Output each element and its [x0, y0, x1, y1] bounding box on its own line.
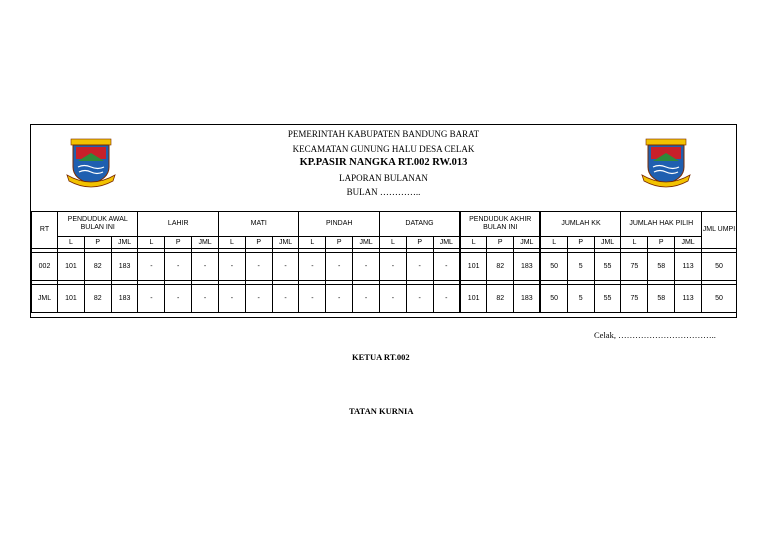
col-pindah: PINDAH [299, 212, 380, 237]
value-cell: - [353, 285, 380, 313]
value-cell: 113 [675, 285, 702, 313]
value-cell: - [218, 253, 245, 281]
subheader-cell: P [406, 237, 433, 249]
value-cell: - [299, 285, 326, 313]
value-cell: - [165, 285, 192, 313]
value-cell: - [433, 285, 460, 313]
value-cell: 183 [514, 285, 541, 313]
value-cell: 5 [567, 253, 594, 281]
col-jml-umpi: JML UMPI [701, 212, 736, 249]
col-rt: RT [32, 212, 58, 249]
subheader-cell: L [460, 237, 487, 249]
value-cell: - [192, 285, 219, 313]
row-label-cell: JML [32, 285, 58, 313]
regency-emblem-right [639, 137, 693, 189]
value-cell: - [326, 253, 353, 281]
value-cell: - [379, 285, 406, 313]
value-cell: - [165, 253, 192, 281]
col-hak-pilih: JUMLAH HAK PILIH [621, 212, 702, 237]
col-lahir: LAHIR [138, 212, 219, 237]
header-report-title: LAPORAN BULANAN [339, 173, 428, 183]
value-cell: 101 [460, 253, 487, 281]
subheader-cell: P [84, 237, 111, 249]
subheader-cell: P [326, 237, 353, 249]
subheader-cell: P [245, 237, 272, 249]
value-cell: 101 [460, 285, 487, 313]
col-datang: DATANG [379, 212, 460, 237]
value-cell: 55 [594, 285, 621, 313]
signatory-name: TATAN KURNIA [349, 406, 414, 416]
value-cell: 101 [58, 253, 85, 281]
row-label-cell: 002 [32, 253, 58, 281]
value-cell: - [138, 285, 165, 313]
value-cell: 183 [514, 253, 541, 281]
subheader-cell: JML [514, 237, 541, 249]
subheader-cell: L [218, 237, 245, 249]
value-cell: 50 [540, 285, 567, 313]
value-cell: 113 [675, 253, 702, 281]
value-cell: 75 [621, 253, 648, 281]
subheader-cell: P [567, 237, 594, 249]
value-cell: - [406, 253, 433, 281]
table-row [32, 253, 737, 281]
subheader-cell: JML [433, 237, 460, 249]
value-cell: - [433, 253, 460, 281]
signatory-role: KETUA RT.002 [352, 352, 410, 362]
subheader-cell: JML [272, 237, 299, 249]
col-mati: MATI [218, 212, 298, 237]
subheader-cell: P [165, 237, 192, 249]
col-jumlah-kk: JUMLAH KK [540, 212, 621, 237]
table-body [32, 249, 737, 313]
value-cell: - [245, 253, 272, 281]
subheader-cell: L [540, 237, 567, 249]
value-cell: - [138, 253, 165, 281]
subheader-cell: L [379, 237, 406, 249]
value-cell: - [406, 285, 433, 313]
value-cell: - [379, 253, 406, 281]
value-cell: 82 [487, 285, 514, 313]
subheader-cell: P [648, 237, 675, 249]
value-cell: - [192, 253, 219, 281]
subheader-cell: JML [675, 237, 702, 249]
value-cell: - [353, 253, 380, 281]
value-cell: 50 [701, 253, 736, 281]
place-date-line: Celak, …………………………….. [594, 330, 716, 340]
header-location: KP.PASIR NANGKA RT.002 RW.013 [299, 157, 468, 168]
table-row [32, 285, 737, 313]
subheader-cell: JML [192, 237, 219, 249]
value-cell: 50 [701, 285, 736, 313]
subheader-cell: JML [111, 237, 138, 249]
value-cell: 101 [58, 285, 85, 313]
value-cell: - [299, 253, 326, 281]
value-cell: 82 [84, 253, 111, 281]
value-cell: 82 [84, 285, 111, 313]
col-penduduk-awal: PENDUDUK AWAL BULAN INI [58, 212, 138, 237]
value-cell: 75 [621, 285, 648, 313]
value-cell: - [326, 285, 353, 313]
header-month: BULAN ………….. [346, 187, 421, 197]
subheader-cell: P [487, 237, 514, 249]
value-cell: - [245, 285, 272, 313]
value-cell: - [272, 285, 299, 313]
value-cell: 5 [567, 285, 594, 313]
header-government: PEMERINTAH KABUPATEN BANDUNG BARAT [287, 129, 480, 139]
subheader-cell: L [299, 237, 326, 249]
sub-header-row [32, 237, 737, 249]
header-district: KECAMATAN GUNUNG HALU DESA CELAK [292, 144, 475, 154]
report-frame [30, 124, 737, 318]
value-cell: 55 [594, 253, 621, 281]
value-cell: - [272, 253, 299, 281]
subheader-cell: L [138, 237, 165, 249]
report-header [31, 125, 736, 212]
value-cell: 50 [540, 253, 567, 281]
value-cell: - [218, 285, 245, 313]
subheader-cell: JML [594, 237, 621, 249]
value-cell: 58 [648, 253, 675, 281]
value-cell: 82 [487, 253, 514, 281]
population-table [31, 211, 737, 313]
value-cell: 183 [111, 285, 138, 313]
group-header-row [32, 212, 737, 237]
value-cell: 58 [648, 285, 675, 313]
subheader-cell: L [621, 237, 648, 249]
subheader-cell: JML [353, 237, 380, 249]
value-cell: 183 [111, 253, 138, 281]
col-penduduk-akhir: PENDUDUK AKHIR BULAN INI [460, 212, 541, 237]
subheader-cell: L [58, 237, 85, 249]
